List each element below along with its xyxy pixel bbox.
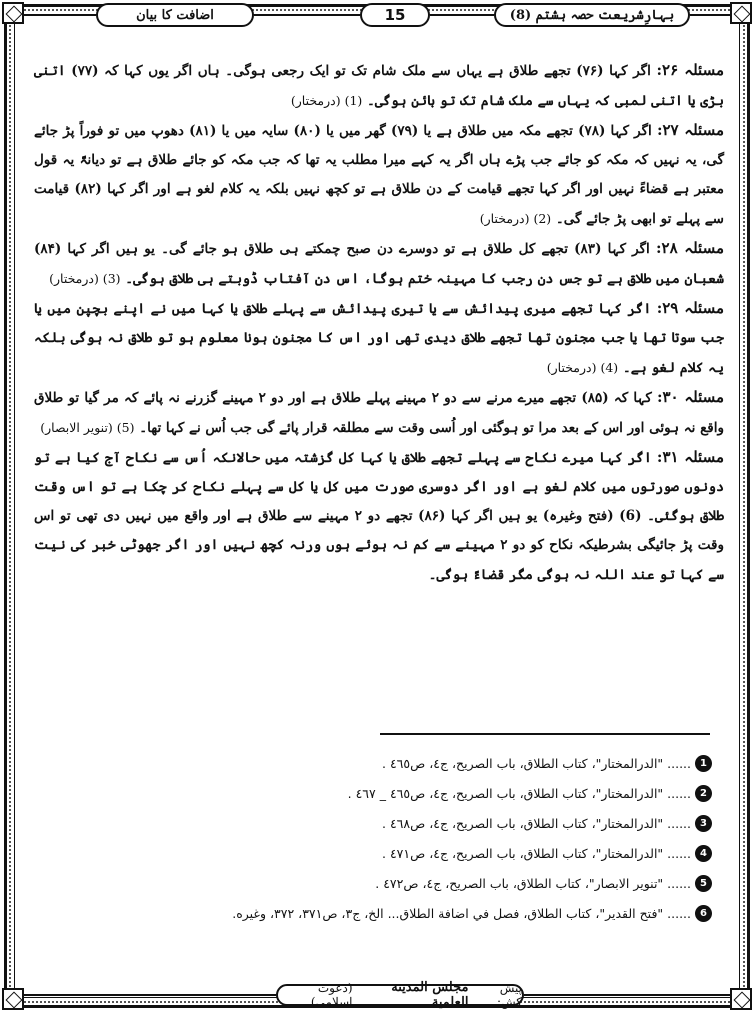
issue-label: مسئلہ ۲۶: <box>656 61 724 79</box>
corner-ornament-bottom-left <box>2 988 24 1010</box>
issue-paragraph <box>34 383 724 443</box>
footnote-number-badge: 3 <box>695 815 712 832</box>
chapter-title: اضافت کا بیان <box>96 3 254 27</box>
header-rule <box>690 14 732 16</box>
issue-paragraph <box>34 56 724 116</box>
issue-paragraph <box>34 294 724 383</box>
header-rule <box>254 14 360 16</box>
page-number: 15 <box>360 3 430 27</box>
issue-label: مسئلہ ۲۹: <box>656 299 725 317</box>
page-footer <box>22 980 732 1010</box>
header-rule <box>430 14 494 16</box>
main-text <box>34 56 724 590</box>
issue-label: مسئلہ ۳۱: <box>656 448 724 466</box>
issue-text: اگر کہا (۷۶) تجھے طلاق ہے یہاں سے ملک شام تک تو ایک رجعی ہوگی۔ ہاں اگر یوں کہا کہ (۷۷) اتنی بڑی یا اتنی لمبی کہ یہاں سے ملک شام تک تو بائن ہوگی۔ <box>34 63 724 109</box>
page-header <box>22 3 732 29</box>
footnote <box>40 898 712 928</box>
footnote-text: ...... "الدرالمختار"، كتاب الطلاق، باب الصريح، ج٤، ص٤٧١ . <box>382 845 691 861</box>
footnote <box>40 868 712 898</box>
footnote-text: ...... "الدرالمختار"، كتاب الطلاق، باب الصريح، ج٤، ص٤٦٨ . <box>382 815 691 831</box>
issue-text: اگر کہا (۸۳) تجھے کل طلاق ہے تو دوسرے دن صبح چمکتے ہی طلاق ہو جائے گی۔ یو ہیں اگر کہا (۸۴) شعبان میں طلاق ہے تو جس دن رجب کا مہینہ ختم ہوگا، اس دن آفتاب ڈوبتے ہی طلاق ہوگی۔ <box>34 241 724 287</box>
footnote <box>40 838 712 868</box>
header-rule <box>22 14 96 16</box>
footnote <box>40 808 712 838</box>
publisher-suffix: (دعوت اسلامی) <box>310 981 353 1009</box>
issue-text: اگر کہا تجھے میری پیدائش سے یا تیری پیدائش سے پہلے طلاق یا کہا میں نے اپنے بچپن میں یا جب سوتا تھا یا جب مجنون تھا تجھے طلاق دیدی تھی اور اس کا مجنون ہونا معلوم ہو تو طلاق نہ ہوگی بلکہ یہ کلام لغو ہے۔ <box>34 301 724 376</box>
issue-reference: (5) (تنویر الابصار) <box>40 420 135 435</box>
footnote-number-badge: 2 <box>695 785 712 802</box>
publisher-credit <box>276 980 524 1010</box>
footnote <box>40 748 712 778</box>
issue-text: اگر کہا (۷۸) تجھے مکہ میں طلاق ہے یا (۷۹) گھر میں یا (۸۰) سایہ میں یا (۸۱) دھوپ میں تو فوراً پڑ جائے گی، یہ نہیں کہ مکہ کو جائے جب پڑے ہاں اگر یہ کہے میرا مطلب یہ تھا کہ جب مکہ کو جائے طلاق ہے تو دیانۃً یہ قول معتبر ہے قضاءً نہیں اور اگر کہا تجھے قیامت کے دن طلاق ہے تو کچھ نہیں بلکہ یہ کلام لغو ہے اور اگر کہا (۸۲) قیامت سے پہلے تو ابھی پڑ جائے گی۔ <box>34 123 725 227</box>
issue-paragraph <box>34 116 724 234</box>
footnotes <box>40 748 712 928</box>
footer-rule <box>22 994 276 996</box>
footnote-number-badge: 6 <box>695 905 712 922</box>
issue-paragraph <box>34 443 724 590</box>
publisher-name: مجلس المدينة العلمية <box>391 980 469 1010</box>
footnote-text: ...... "الدرالمختار"، كتاب الطلاق، باب الصريح، ج٤، ص٤٦٥ _ ٤٦٧ . <box>347 785 691 801</box>
footnote-number-badge: 5 <box>695 875 712 892</box>
footnote-number-badge: 1 <box>695 755 712 772</box>
issue-label: مسئلہ ۲۷: <box>656 121 724 139</box>
book-title: بہارِشریعت حصہ ہشتم (8) <box>494 3 690 27</box>
issue-paragraph <box>34 234 724 294</box>
footer-rule <box>524 994 732 996</box>
issue-reference: (1) (درمختار) <box>290 93 363 108</box>
footnote-number-badge: 4 <box>695 845 712 862</box>
issue-label: مسئلہ ۳۰: <box>656 388 725 406</box>
footnote-text: ...... "تنوير الابصار"، كتاب الطلاق، باب الصريح، ج٤، ص٤٧٢ . <box>375 875 691 891</box>
footnote <box>40 778 712 808</box>
corner-ornament-bottom-right <box>730 988 752 1010</box>
issue-text: اگر کہا میرے نکاح سے پہلے تجھے طلاق یا کہا کل گزشتہ میں حالانکہ اُس سے نکاح آج کیا ہے تو دونوں صورتوں میں کلام لغو ہے اور اگر دوسری صورت میں کل یا کل سے پہلے نکاح کر چکا ہے تو اس وقت طلاق ہوگئی۔ (6) (فتح وغیرہ) یو ہیں اگر کہا (۸۶) تجھے دو ۲ مہینے سے طلاق ہے اور واقع میں نہیں دی تھی تو اس وقت پڑ جائیگی بشرطیکہ نکاح کو دو ۲ مہینے سے کم نہ ہوئے ہوں ورنہ کچھ نہیں اور اگر جھوٹی خبر کی نیت سے کہا تو عند اللہ نہ ہوگی مگر قضاءً ہوگی۔ <box>34 450 724 583</box>
footnote-text: ...... "فتح القدير"، كتاب الطلاق، فصل في اضافة الطلاق... الخ، ج٣، ص٣٧١، ٣٧٢، وغيره. <box>232 905 691 921</box>
corner-ornament-top-left <box>2 2 24 24</box>
issue-reference: (3) (درمختار) <box>49 271 121 286</box>
corner-ornament-top-right <box>730 2 752 24</box>
footnote-divider <box>380 733 710 735</box>
issue-reference: (2) (درمختار) <box>479 211 552 226</box>
issue-text: کہا کہ (۸۵) تجھے میرے مرنے سے دو ۲ مہینے پہلے طلاق ہے اور دو ۲ مہینے گزرنے نہ پائے کہ مر گیا تو طلاق واقع نہ ہوئی اور اس کے بعد مرا تو ہوگئی اور اُسی وقت سے مطلقہ قرار پائے گی جب اُس نے کہا تھا۔ <box>34 390 724 436</box>
issue-label: مسئلہ ۲۸: <box>655 239 725 257</box>
issue-reference: (4) (درمختار) <box>546 360 619 375</box>
publisher-prefix: پیش کش: <box>496 981 522 1009</box>
footnote-text: ...... "الدرالمختار"، كتاب الطلاق، باب الصريح، ج٤، ص٤٦٥ . <box>382 755 691 771</box>
